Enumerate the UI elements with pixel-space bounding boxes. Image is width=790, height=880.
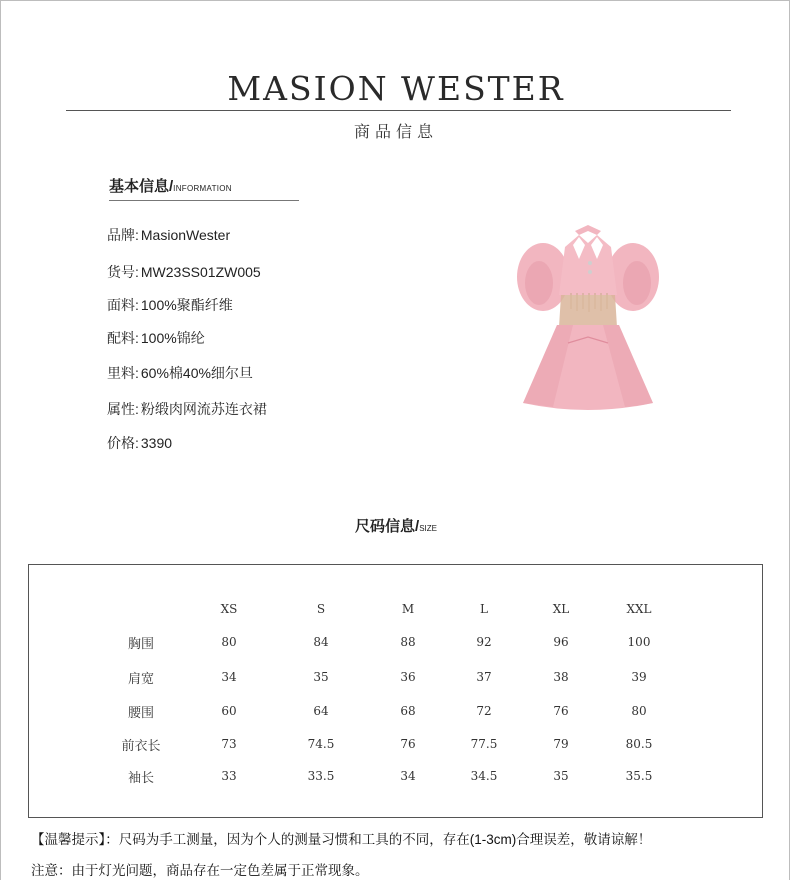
info-section-divider [109, 200, 299, 201]
info-section-title [109, 175, 232, 196]
info-title-cn: 基本信息/ [109, 178, 174, 195]
measurement-tip: 【温馨提示】：尺码为手工测量，因为个人的测量习惯和工具的不同，存在(1-3cm)合理误差，敬请谅解！ [31, 832, 652, 847]
info-value: 100%聚酯纤维 [140, 297, 233, 313]
size-cell: 39 [631, 670, 647, 684]
page-subtitle: 商品信息 [353, 124, 438, 141]
info-value: MW23SS01ZW005 [140, 264, 261, 280]
info-label: 面料 [107, 297, 135, 313]
info-label: 属性 [107, 401, 135, 417]
info-label: 价格 [107, 435, 135, 451]
size-cell: 35.5 [625, 769, 653, 783]
info-row-trim [107, 328, 205, 348]
size-title-en: SIZE [419, 524, 437, 533]
size-header: XS [220, 602, 238, 616]
brand-title: MASION WESTER [227, 69, 565, 108]
size-header: XL [552, 602, 570, 616]
info-row-fabric [107, 295, 233, 315]
size-cell: 72 [476, 704, 492, 718]
size-header: XXL [626, 602, 652, 616]
info-separator: : [135, 365, 139, 381]
info-separator: : [135, 401, 139, 417]
size-cell: 68 [400, 704, 416, 718]
color-notice: 注意：由于灯光问题，商品存在一定色差属于正常现象。 [31, 863, 369, 878]
size-cell: 88 [400, 635, 416, 649]
size-cell: 64 [313, 704, 329, 718]
info-label: 配料 [107, 330, 135, 346]
size-cell: 33 [221, 769, 237, 783]
info-value: 3390 [140, 435, 173, 451]
info-value: 60%棉40%细尔旦 [140, 365, 253, 381]
size-cell: 74.5 [307, 737, 335, 751]
size-cell: 80.5 [625, 737, 653, 751]
size-cell: 79 [553, 737, 569, 751]
info-value: 粉缎肉网流苏连衣裙 [140, 401, 267, 417]
size-cell: 38 [553, 670, 569, 684]
info-row-sku [107, 262, 261, 282]
brand-divider [66, 110, 731, 111]
size-row-label: 前衣长 [121, 738, 161, 753]
info-label: 品牌 [107, 227, 135, 243]
size-cell: 34 [400, 769, 416, 783]
size-title-cn: 尺码信息/ [355, 518, 420, 535]
size-cell: 80 [221, 635, 237, 649]
size-row-label: 肩宽 [127, 671, 154, 686]
size-cell: 100 [627, 635, 651, 649]
size-cell: 35 [553, 769, 569, 783]
size-cell: 76 [553, 704, 569, 718]
size-cell: 60 [221, 704, 237, 718]
size-cell: 77.5 [470, 737, 498, 751]
info-separator: : [135, 227, 139, 243]
size-cell: 34 [221, 670, 237, 684]
product-dress-image [513, 225, 663, 415]
info-separator: : [135, 264, 139, 280]
size-header: L [480, 602, 488, 616]
info-row-lining [107, 363, 253, 383]
size-header: M [401, 602, 415, 616]
info-separator: : [135, 330, 139, 346]
info-value: 100%锦纶 [140, 330, 205, 346]
size-chart [28, 564, 763, 818]
size-cell: 92 [476, 635, 492, 649]
info-separator: : [135, 297, 139, 313]
size-cell: 35 [313, 670, 329, 684]
info-row-brand [107, 225, 230, 245]
size-section-title [1, 515, 790, 536]
size-row-label: 胸围 [127, 636, 154, 651]
size-row-label: 腰围 [127, 705, 154, 720]
info-separator: : [135, 435, 139, 451]
size-cell: 73 [221, 737, 237, 751]
info-value: MasionWester [140, 227, 231, 243]
info-label: 里料 [107, 365, 135, 381]
info-row-price [107, 433, 172, 453]
size-row-label: 袖长 [127, 770, 154, 785]
size-cell: 36 [400, 670, 416, 684]
info-label: 货号 [107, 264, 135, 280]
size-cell: 96 [553, 635, 569, 649]
size-cell: 34.5 [470, 769, 498, 783]
size-cell: 37 [476, 670, 492, 684]
info-row-attribute [107, 399, 267, 419]
size-cell: 33.5 [307, 769, 335, 783]
size-header: S [316, 602, 326, 616]
size-cell: 84 [313, 635, 329, 649]
size-cell: 76 [400, 737, 416, 751]
info-title-en: INFORMATION [173, 184, 232, 193]
size-cell: 80 [631, 704, 647, 718]
